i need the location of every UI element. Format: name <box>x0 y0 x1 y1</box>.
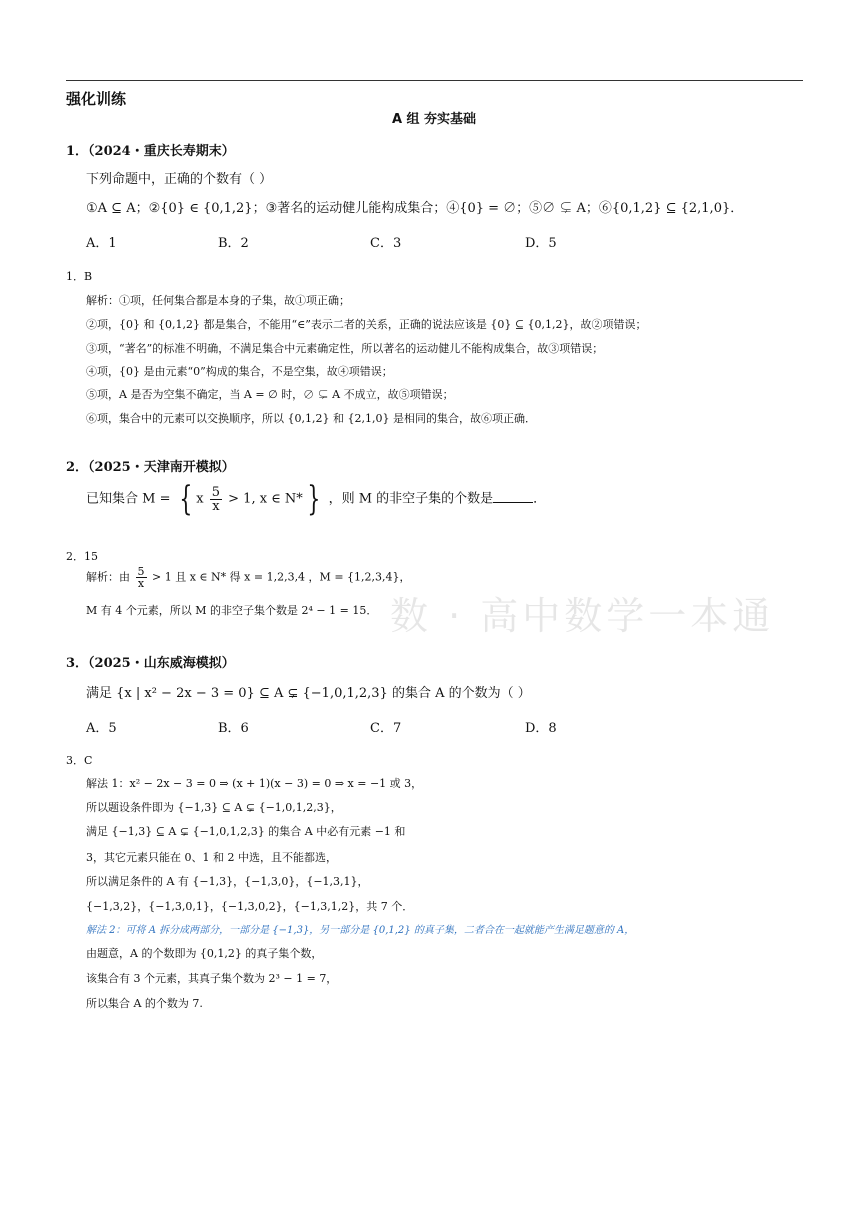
q3-solution2-intro: 解法 2：可将 A 拆分成两部分，一部分是 {−1,3}，另一部分是 {0,1,2} 的真子集，二者合在一起就能产生满足题意的 A， <box>86 925 635 936</box>
q2-sol-suffix: > 1 且 x ∈ N* 得 x = 1,2,3,4 ，M = {1,2,3,4}， <box>152 570 411 584</box>
q2-set-cond: > 1, x ∈ N* <box>228 491 303 507</box>
q2-stem <box>86 479 547 519</box>
left-brace: { <box>178 479 192 519</box>
q2-stem-prefix: 已知集合 M = <box>86 491 171 507</box>
q3-answer: 3．C <box>66 754 93 767</box>
header-rule <box>66 80 803 81</box>
q3-solution-line: 所以满足条件的 A 有 {−1,3}，{−1,3,0}，{−1,3,1}， <box>86 875 369 888</box>
q1-solution-line: ⑥项，集合中的元素可以交换顺序，所以 {0,1,2} 和 {2,1,0} 是相同的集合，故⑥项正确． <box>86 412 536 425</box>
q1-answer: 1．B <box>66 270 93 283</box>
q2-stem-suffix: ，则 M 的非空子集的个数是 <box>328 491 494 507</box>
q1-option-a: A．1 <box>86 236 117 251</box>
q1-solution-line: ③项，“著名”的标准不明确，不满足集合中元素确定性，所以著名的运动健儿不能构成集合，故③项错误； <box>86 342 604 355</box>
q1-option-d: D．5 <box>525 236 557 251</box>
q3-source: （2025・山东威海模拟） <box>88 656 235 671</box>
q1-heading <box>66 140 235 159</box>
q3-stem: 满足 {x | x² − 2x − 3 = 0} ⊆ A ⊊ {−1,0,1,2,3} 的集合 A 的个数为（ ） <box>86 686 531 701</box>
q2-solution-line: M 有 4 个元素，所以 M 的非空子集个数是 2⁴ − 1 = 15． <box>86 604 378 617</box>
q1-number: 1． <box>66 144 89 159</box>
q2-sol-num: 5 <box>137 565 145 578</box>
q1-items: ①A ⊆ A；②{0} ∈ {0,1,2}；③著名的运动健儿能构成集合；④{0} = ∅；⑤∅ ⊊ A；⑥{0,1,2} ⊆ {2,1,0}． <box>86 201 744 216</box>
q2-source: （2025・天津南开模拟） <box>88 460 235 475</box>
answer-blank <box>493 490 533 503</box>
q2-fraction <box>210 486 222 513</box>
q2-number: 2． <box>66 460 89 475</box>
right-brace: } <box>307 479 321 519</box>
q3-option-c: C．7 <box>370 721 402 736</box>
q3-solution-line: 由题意，A 的个数即为 {0,1,2} 的真子集个数， <box>86 947 323 960</box>
q3-heading <box>66 652 235 671</box>
q2-set-var: x <box>196 491 204 507</box>
q3-option-d: D．8 <box>525 721 557 736</box>
group-title: A 组 夯实基础 <box>391 112 477 127</box>
q1-option-b: B．2 <box>218 236 249 251</box>
q2-answer: 2．15 <box>66 550 98 563</box>
q3-option-a: A．5 <box>86 721 117 736</box>
q1-solution-line: ④项，{0} 是由元素“0”构成的集合，不是空集，故④项错误； <box>86 365 393 378</box>
q1-solution-line: ②项，{0} 和 {0,1,2} 都是集合，不能用“∈”表示二者的关系，正确的说法应该是 {0} ⊆ {0,1,2}，故②项错误； <box>86 318 647 331</box>
q1-option-c: C．3 <box>370 236 402 251</box>
q3-option-b: B．6 <box>218 721 249 736</box>
q3-solution-line: 满足 {−1,3} ⊆ A ⊊ {−1,0,1,2,3} 的集合 A 中必有元素 −1 和 <box>86 825 406 838</box>
q3-solution-line: {−1,3,2}，{−1,3,0,1}，{−1,3,0,2}，{−1,3,1,2}，共 7 个． <box>86 900 414 913</box>
q2-frac-num: 5 <box>211 484 221 500</box>
q3-solution-line: 该集合有 3 个元素，其真子集个数为 2³ − 1 = 7， <box>86 972 338 985</box>
q1-stem: 下列命题中，正确的个数有（ ） <box>86 172 273 187</box>
q1-solution-line: 解析：①项，任何集合都是本身的子集，故①项正确； <box>86 294 350 307</box>
q2-stem-end: ． <box>533 491 547 507</box>
section-title: 强化训练 <box>66 90 127 108</box>
q2-sol-fraction <box>136 566 147 589</box>
q3-solution-line: 解法 1：x² − 2x − 3 = 0 ⇒ (x + 1)(x − 3) = 0 ⇒ x = −1 或 3， <box>86 777 423 790</box>
q3-number: 3． <box>66 656 89 671</box>
q2-sol-prefix: 解析：由 <box>86 570 130 584</box>
watermark: 数 · 高中数学一本通 <box>390 594 775 638</box>
q2-solution-line <box>86 566 411 589</box>
q2-sol-den: x <box>137 577 145 590</box>
q3-solution-line: 3，其它元素只能在 0、1 和 2 中选，且不能都选， <box>86 851 337 864</box>
q3-solution-line: 所以题设条件即为 {−1,3} ⊆ A ⊊ {−1,0,1,2,3}， <box>86 801 342 814</box>
q1-solution-line: ⑤项，A 是否为空集不确定，当 A = ∅ 时，∅ ⊊ A 不成立，故⑤项错误； <box>86 388 454 401</box>
q1-source: （2024・重庆长寿期末） <box>88 144 235 159</box>
q3-solution-line: 所以集合 A 的个数为 7. <box>86 997 203 1010</box>
q2-heading <box>66 456 235 475</box>
q2-frac-den: x <box>212 498 220 514</box>
